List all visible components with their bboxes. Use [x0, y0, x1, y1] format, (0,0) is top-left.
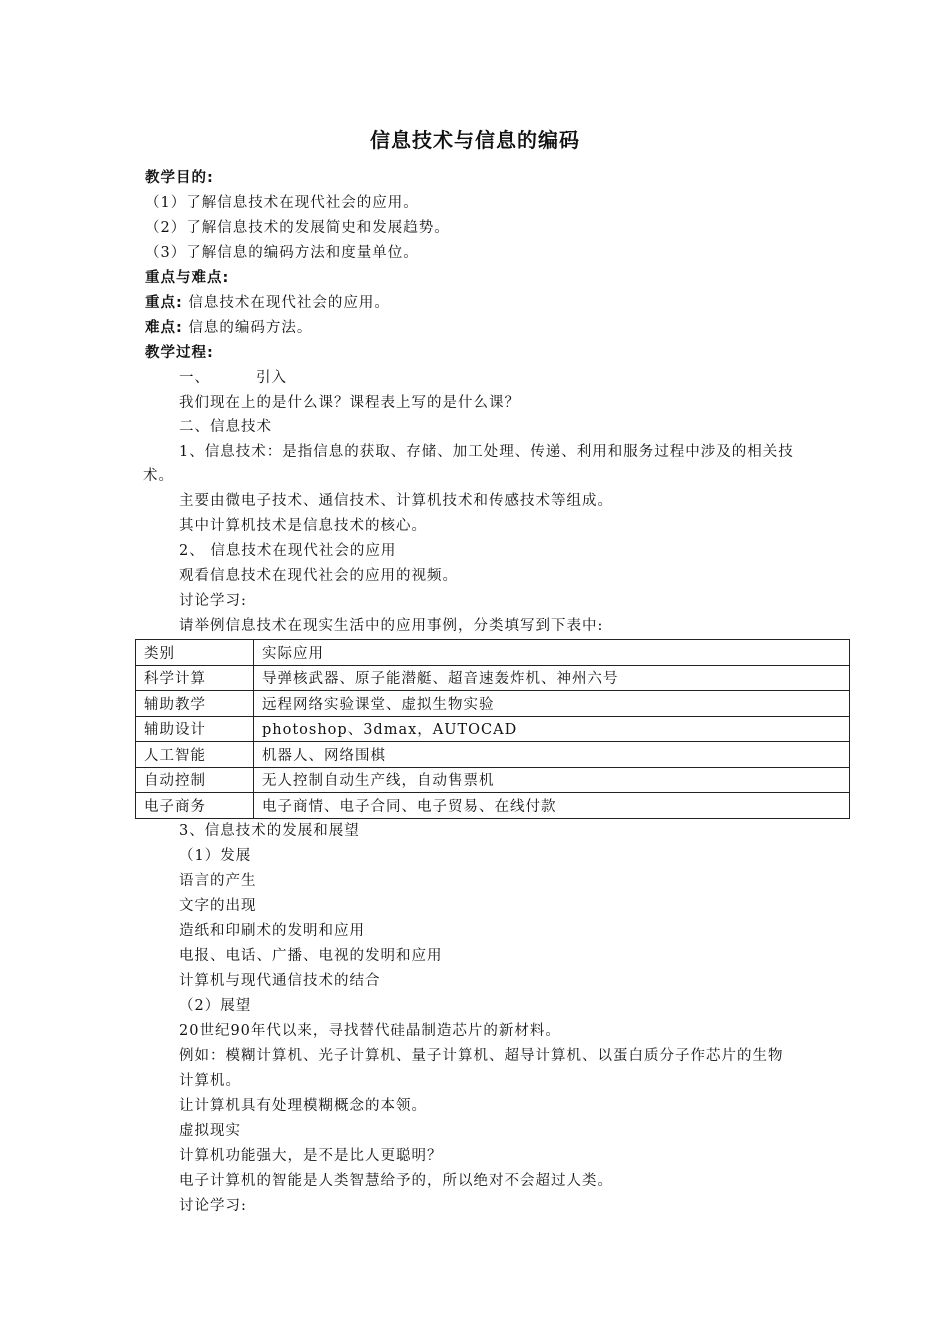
vr-text: 虚拟现实 — [179, 1123, 241, 1139]
development-item: 文字的出现 — [179, 898, 257, 914]
development-item: 计算机与现代通信技术的结合 — [179, 973, 381, 989]
intro-label: 引入 — [256, 370, 287, 386]
table-cell-application: 无人控制自动生产线，自动售票机 — [254, 767, 850, 793]
video-text: 观看信息技术在现代社会的应用的视频。 — [179, 568, 458, 584]
example-line: 例如：模糊计算机、光子计算机、量子计算机、超导计算机、以蛋白质分子作芯片的生物 — [179, 1048, 784, 1064]
definition-line: 1、信息技术：是指信息的获取、存储、加工处理、传递、利用和服务过程中涉及的相关技 — [179, 444, 794, 460]
development-item: 语言的产生 — [179, 873, 257, 889]
example-line: 计算机。 — [179, 1073, 241, 1089]
table-cell-application: 导弹核武器、原子能潜艇、超音速轰炸机、神州六号 — [254, 665, 850, 691]
table-row — [136, 793, 850, 819]
objective-item: （2）了解信息技术的发展简史和发展趋势。 — [145, 220, 450, 236]
objective-item: （1）了解信息技术在现代社会的应用。 — [145, 195, 419, 211]
focus-text: 信息技术在现代社会的应用。 — [182, 295, 390, 311]
outlook-text: 20世纪90年代以来，寻找替代硅晶制造芯片的新材料。 — [179, 1023, 561, 1039]
focus-label: 重点: — [145, 295, 183, 311]
application-table — [135, 639, 850, 819]
application-heading: 2、 信息技术在现代社会的应用 — [179, 543, 397, 559]
fuzzy-text: 让计算机具有处理模糊概念的本领。 — [179, 1098, 427, 1114]
table-cell-category: 辅助设计 — [136, 716, 254, 742]
table-header-row — [136, 640, 850, 666]
objective-item: （3）了解信息的编码方法和度量单位。 — [145, 245, 419, 261]
focus-line — [145, 293, 390, 313]
table-header-cell: 类别 — [136, 640, 254, 666]
question-text: 计算机功能强大，是不是比人更聪明？ — [179, 1148, 443, 1164]
table-row — [136, 716, 850, 742]
discussion-label: 讨论学习: — [179, 1198, 247, 1214]
intro-question: 我们现在上的是什么课？课程表上写的是什么课？ — [179, 395, 520, 411]
difficulty-text: 信息的编码方法。 — [182, 320, 313, 336]
instruction-text: 请举例信息技术在现实生活中的应用事例，分类填写到下表中: — [179, 618, 604, 634]
document-title: 信息技术与信息的编码 — [370, 128, 580, 152]
table-cell-application: 机器人、网络围棋 — [254, 742, 850, 768]
discussion-label: 讨论学习: — [179, 593, 247, 609]
difficulty-label: 难点: — [145, 320, 183, 336]
table-cell-category: 辅助教学 — [136, 691, 254, 717]
table-cell-category: 自动控制 — [136, 767, 254, 793]
table-cell-category: 电子商务 — [136, 793, 254, 819]
difficulty-line — [145, 318, 312, 338]
development-subheading: （1）发展 — [179, 848, 252, 864]
table-row — [136, 767, 850, 793]
key-points-heading: 重点与难点: — [145, 270, 230, 286]
development-item: 造纸和印刷术的发明和应用 — [179, 923, 365, 939]
table-cell-application: 远程网络实验课堂、虚拟生物实验 — [254, 691, 850, 717]
composition-text: 主要由微电子技术、通信技术、计算机技术和传感技术等组成。 — [179, 493, 613, 509]
table-row — [136, 691, 850, 717]
development-heading: 3、信息技术的发展和展望 — [179, 823, 360, 839]
intro-line — [179, 368, 287, 388]
intro-number: 一、 — [179, 370, 210, 386]
objectives-heading: 教学目的: — [145, 170, 214, 186]
section-heading: 二、信息技术 — [179, 419, 272, 435]
core-text: 其中计算机技术是信息技术的核心。 — [179, 518, 427, 534]
answer-text: 电子计算机的智能是人类智慧给予的，所以绝对不会超过人类。 — [179, 1173, 613, 1189]
definition-line: 术。 — [143, 468, 174, 484]
process-heading: 教学过程: — [145, 345, 214, 361]
table-cell-application: 电子商情、电子合同、电子贸易、在线付款 — [254, 793, 850, 819]
development-item: 电报、电话、广播、电视的发明和应用 — [179, 948, 443, 964]
table-cell-application: photoshop、3dmax，AUTOCAD — [254, 716, 850, 742]
outlook-subheading: （2）展望 — [179, 998, 252, 1014]
table-row — [136, 742, 850, 768]
table-row — [136, 665, 850, 691]
table-header-cell: 实际应用 — [254, 640, 850, 666]
table-cell-category: 科学计算 — [136, 665, 254, 691]
table-cell-category: 人工智能 — [136, 742, 254, 768]
